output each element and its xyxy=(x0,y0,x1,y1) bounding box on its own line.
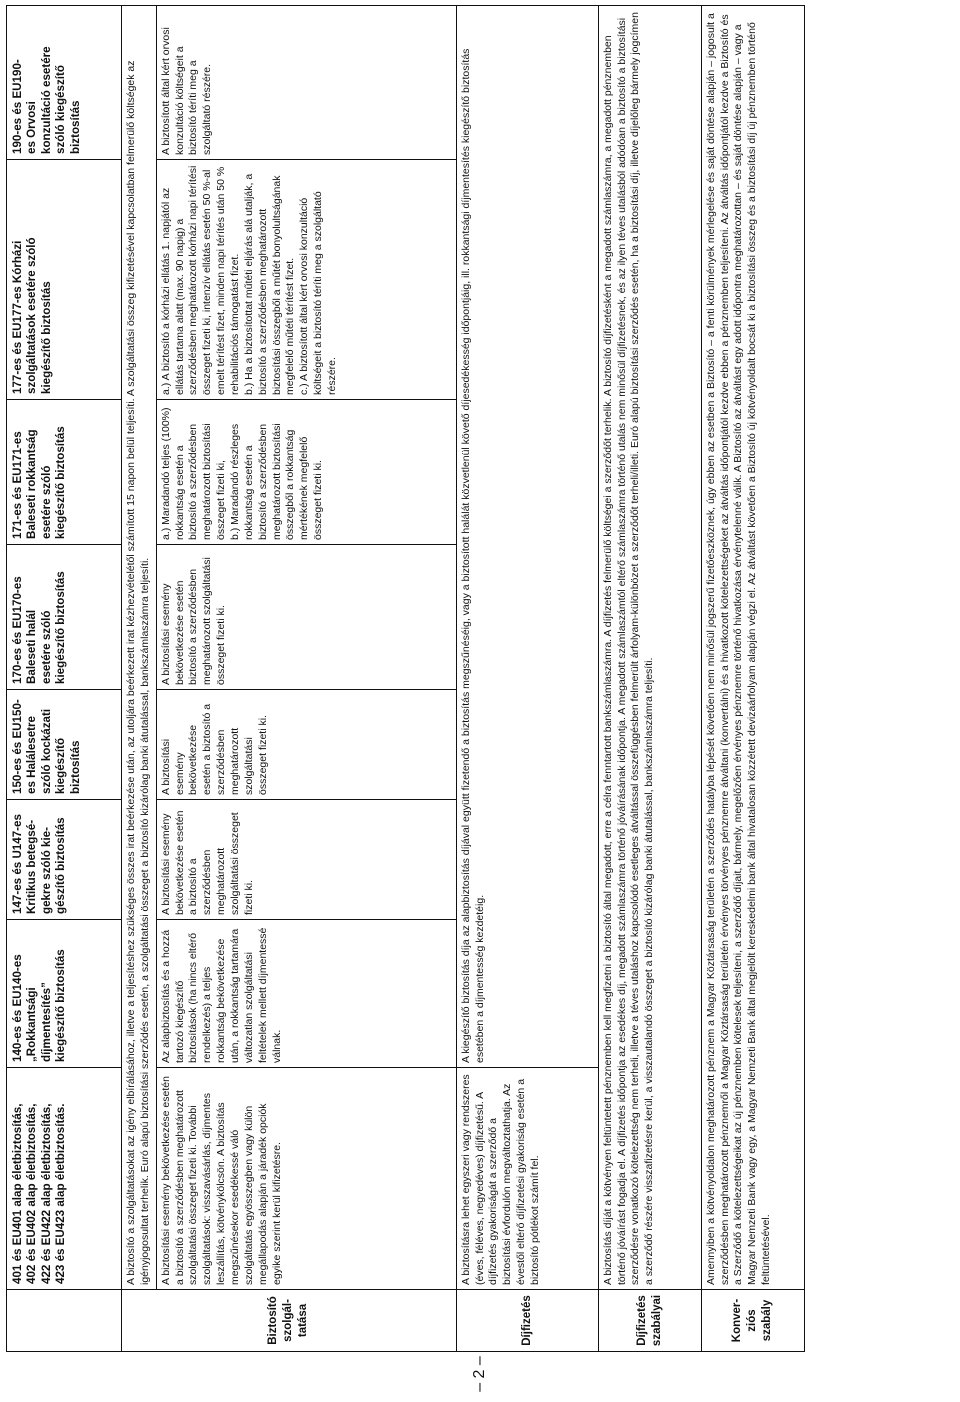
header-rokkantsagi-dijmentesites: 140-es és EU140-es „Rokkantsági díjmentesítés” kiegészítő biztosítás xyxy=(7,920,122,1068)
header-orvosi-konzultacio: 190-es és EU190- es Orvosi konzultáció esetére szóló kiegészítő biztosítás xyxy=(7,6,122,160)
service-intro-row xyxy=(122,6,157,1352)
service-baleseti-rokkantsag: a.) Maradandó teljes (100%) rokkantság esetén a biztosító a szerződésben meghatározott biztosítási összeget fizeti ki, b.) Maradandó részleges rokkantság esetén a biztosító a szerződésben meghatározott biztosítási összegből a rokkantság mértékének megfelelő összeget fizeti ki. xyxy=(156,400,456,545)
row-label-szolgaltatas: Biztosító szolgál- tatása xyxy=(122,1290,457,1352)
header-korhazi-szolgaltatasok: 177-es és EU177-es Kórházi szolgáltatások esetére szóló kiegészítő biztosítás xyxy=(7,160,122,400)
row-label-dijfizetes-szabalyai: Díjfizetés szabályai xyxy=(598,1290,701,1352)
service-korhazi: a.) A biztosító a kórházi ellátás 1. napjától az ellátás tartama alatt (max. 90 napig) a szerződésben meghatározott kórházi napi térítési összeget fizeti ki, intenzív ellátás esetén 50 %-al emelt térítést fizet, minden napi térítés után 50 % rehabilitációs támogatást fizet. b.) Ha a biztosítottat műtéti eljárás alá utalják, a biztosító a szerződésben meghatározott biztosítási összegből a műtét bonyolultságának megfelelő műtéti térítést fizet. c.) A biztosított által kért orvosi konzultáció költségeit a biztosító téríti meg a szolgáltató részére. xyxy=(156,160,456,400)
row-label-konverzios-szabaly: Konver- ziós szabály xyxy=(701,1290,804,1352)
header-row xyxy=(7,6,122,1352)
premium-alap: A biztosításra lehet egyszeri vagy rendszeres (éves, féléves, negyedéves) díjfizetésű. A díjfizetés gyakoriságát a szerződő a biztosítási évfordulón megváltoztathatja. Az évestől eltérő díjfizetési gyakoriság esetén a biztosító pótlékot számít fel. xyxy=(456,1068,598,1290)
header-halaleset-kockazati: 150-es és EU150- es Halálesetre szóló kockázati kiegészítő biztosítás xyxy=(7,690,122,800)
conversion-text: Amennyiben a kötvényoldalon meghatározott pénznem a Magyar Köztársaság területén a szerződés hatályba lépését követően nem minősül jogszerű fizetőeszköznek, úgy ebben az esetben a Biztosító – a fenti körülmények mérlegelése és saját döntése alapján – jogosult a szerződésben meghatározott pénznemről a Magyar Köztársaság területén érvényes törvényes pénznemre átváltani (konvertálni) és a hivatkozott kötelezettségeket az átváltás időpontjától kezdve ebben a pénznemben teljesíteni. Az átváltás időpontjától kezdve a Biztosító és a Szerződő a kötelezettségeikat az új pénznemben kötelesek teljesíteni, a szerződő díjait, bármely, megelőzően érvényes pénznemre történő hivatkozása érvénytelenné válik. A Biztosító az átváltást egy adott időpontra meghatározottan – és saját döntése alapján – vagy a Magyar Nemzeti Bank vagy egy, a Magyar Nemzeti Bank által megjelölt kereskedelmi bank által hivatalosan közzétett devizaárfolyam alapján végzi el. Az átváltást követően a Biztosító új kötvényoldalt bocsát ki a biztosítási összeg és a biztosítási díj új pénznemben történő feltüntetésével. xyxy=(701,6,804,1290)
page-number: – 2 – xyxy=(471,1356,488,1392)
premium-row xyxy=(456,6,598,1352)
service-halaleset: A biztosítási esemény bekövetkezése esetén a biztosító a szerződésben meghatározott szolgáltatási összeget fizeti ki. xyxy=(156,690,456,800)
header-baleseti-rokkantsag: 171-es és EU171-es Baleseti rokkantság esetére szóló kiegészítő biztosítás xyxy=(7,400,122,545)
service-kritikus: A biztosítási esemény bekövetkezése esetén a biztosító a szerződésben meghatározott szolgáltatási összeget fizeti ki. xyxy=(156,800,456,920)
header-corner xyxy=(7,1290,122,1352)
row-label-dijfizetes: Díjfizetés xyxy=(456,1290,598,1352)
service-rokkantsagi: Az alapbiztosítás és a hozzá tartozó kiegészítő biztosítások (ha nincs eltérő rendelkezés) a teljes rokkantság bekövetkezése után, a rokkantság tartamára változatlan szolgáltatási feltételek mellett díjmentessé válnak. xyxy=(156,920,456,1068)
premium-kiegeszito: A kiegészítő biztosítás díja az alapbiztosítás díjával együtt fizetendő a biztosítás megszűnéséig, vagy a biztosított halálát közvetlenül követő díjesedékesség időpontjáig, ill. rokkantsági díjmentesítés kiegészítő biztosítás esetében a díjmentesség kezdetéig. xyxy=(456,6,598,1068)
service-intro-text: A biztosító a szolgáltatásokat az igény elbírálásához, illetve a teljesítéshez szükséges összes irat beérkezése után, az utoljára beérkezett irat kézhezvételétől számított 15 napon belül teljesíti. A szolgáltatási összeg kifizetésével kapcsolatban felmerülő költségek az igényjogosultat terhelik. Euró alapú biztosítási szerződés esetén, a szolgáltatási összeget a biztosító kizárólag banki átutalással, bankszámlaszámra teljesíti. xyxy=(122,6,157,1290)
service-alap: A biztosítási esemény bekövetkezése esetén a biztosító a szerződésben meghatározott szolgáltatási összeget fizeti ki. További szolgáltatások: visszavásárlás, díjmentes leszállítás, kötvénykölcsön. A biztosítás megszűnésekor esedékessé váló szolgáltatás egyösszegben vagy külön megállapodás alapján a járadék opciók egyike szerint kerül kifizetésre. xyxy=(156,1068,456,1290)
insurance-table xyxy=(6,5,805,1352)
service-details-row xyxy=(156,6,456,1352)
service-orvosi: A biztosított által kért orvosi konzultáció költségeit a biztosító téríti meg a szolgáltató részére. xyxy=(156,6,456,160)
premium-rules-text: A biztosítás díját a kötvényen feltüntetett pénznemben kell megfizetni a biztosító által megadott, erre a célra fenntartott bankszámlaszámra. A díjfizetés felmerülő költségei a szerződőt terhelik. A biztosító díjfizetésként a megadott számlaszámra, a megadott pénznemben történő jóváírást fogadja el. A díjfizetés időpontja az esedékes díj, megadott számlaszámra történő jóváírásának időpontja. A megadott számlaszámtól eltérő számlaszámra történő utalás nem minősül díjfizetésnek, és az ilyen téves utalásból adódóan a biztosító a biztosítási szerződésre vonatkozó kötelezettség nem terheli, illetve a téves utaláshoz kapcsolódó esetleges átváltással összefüggésben felmerült árfolyam-különbözet a szerződőt terheli/illeti. Euró alapú biztosítási szerződés esetén, ha a biztosítási díj, illetve díjelőleg bármely jogcímen a szerződő részére visszafizetésre kerül, a visszautalandó összeget a biztosító kizárólag banki átutalással, bankszámlaszámra teljesíti. xyxy=(598,6,701,1290)
header-baleseti-halal: 170-es és EU170-es Baleseti halál esetére szóló kiegészítő biztosítás xyxy=(7,545,122,690)
header-alap-eletbiztositas: 401 és EU401 alap életbiztosítás, 402 és EU402 alap életbiztosítás, 422 és EU422 alap életbiztosítás, 423 és EU423 alap életbiztosítás. xyxy=(7,1068,122,1290)
header-kritikus-betegsegek: 147-es és U147-es Kritikus betegsé- gekre szóló kie- gészítő biztosítás xyxy=(7,800,122,920)
conversion-row xyxy=(701,6,804,1352)
premium-rules-row xyxy=(598,6,701,1352)
service-baleseti-halal: A biztosítási esemény bekövetkezése esetén biztosító a szerződésben meghatározott szolgáltatási összeget fizeti ki. xyxy=(156,545,456,690)
